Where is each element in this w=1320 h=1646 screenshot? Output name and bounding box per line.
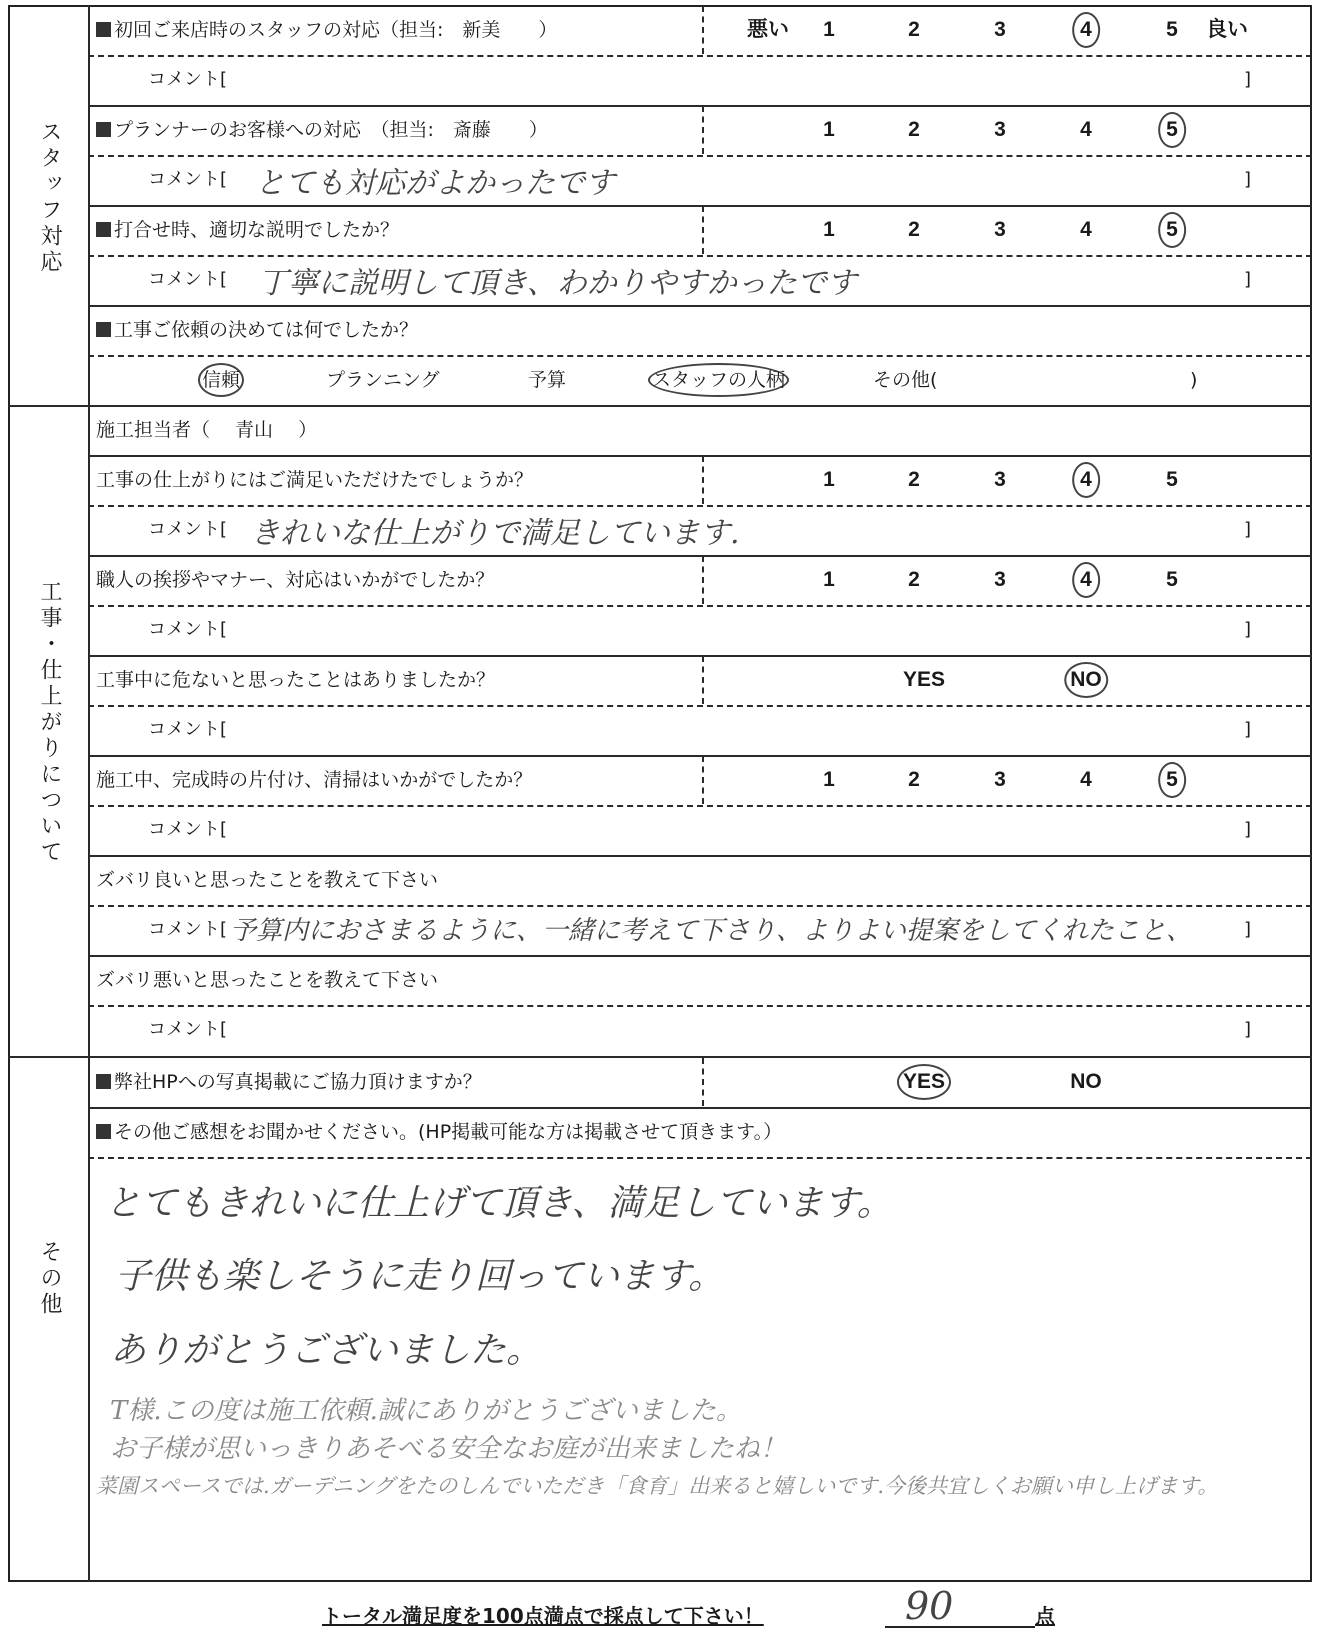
handwritten-comment: 予算内におさまるように、一緒に考えて下さり、よりよい提案をしてくれたこと、: [230, 916, 1193, 946]
rating-option-5[interactable]: 5: [1166, 18, 1178, 41]
question-first-visit-staff: 初回ご来店時のスタッフの対応（担当: 新美 ）: [96, 5, 557, 55]
comment-close: ]: [1244, 169, 1252, 190]
section-label-construction: 工事・仕上がりについて: [37, 580, 62, 866]
section-column-divider: [88, 5, 90, 1582]
rating-option-1[interactable]: 1: [823, 768, 835, 791]
comment-label: コメント[: [148, 619, 228, 640]
square-bullet-icon: [96, 1074, 111, 1089]
rating-option-4-selected[interactable]: 4: [1072, 555, 1100, 605]
comment-close: ]: [1244, 1019, 1252, 1040]
handwritten-impression-line: 子供も楽しそうに走り回っています。: [115, 1256, 725, 1297]
comment-close: ]: [1244, 269, 1252, 290]
rating-option-5-selected[interactable]: 5: [1158, 105, 1186, 155]
option-other-close: ): [1190, 369, 1198, 391]
rating-option-2[interactable]: 2: [908, 768, 920, 791]
rating-option-1[interactable]: 1: [823, 18, 835, 41]
square-bullet-icon: [96, 122, 111, 137]
rating-scale: [702, 105, 1312, 155]
rating-option-5-selected[interactable]: 5: [1158, 755, 1186, 805]
comment-close: ]: [1244, 519, 1252, 540]
yes-no-choice: [702, 655, 1312, 705]
rating-option-3[interactable]: 3: [994, 218, 1006, 241]
handwritten-staff-reply-line: 菜園スペースでは.ガーデニングをたのしんでいただき「食育」出来ると嬉しいです.今後共宜しくお願い申し上げます。: [96, 1474, 1219, 1498]
scale-label-good: 良い: [1206, 18, 1248, 41]
comment-label: コメント[: [148, 719, 228, 740]
comment-label: コメント[: [148, 269, 228, 290]
rating-scale: [702, 205, 1312, 255]
question-finish-satisfaction: 工事の仕上がりにはご満足いただけたでしょうか？: [96, 469, 534, 491]
option-no-selected[interactable]: NO: [1064, 655, 1108, 705]
rating-option-2[interactable]: 2: [908, 468, 920, 491]
comment-close: ]: [1244, 69, 1252, 90]
question-bad-points: ズバリ悪いと思ったことを教えて下さい: [96, 969, 439, 991]
rating-option-3[interactable]: 3: [994, 118, 1006, 141]
rating-option-5[interactable]: 5: [1166, 568, 1178, 591]
rating-option-3[interactable]: 3: [994, 18, 1006, 41]
comment-label: コメント[: [148, 819, 228, 840]
rating-option-2[interactable]: 2: [908, 218, 920, 241]
rating-option-4-selected[interactable]: 4: [1072, 455, 1100, 505]
square-bullet-icon: [96, 22, 111, 37]
dashed-divider: [88, 1157, 1312, 1159]
total-satisfaction-label: トータル満足度を100点満点で採点して下さい！: [322, 1604, 764, 1628]
question-planner: プランナーのお客様への対応 （担当: 斎藤 ）: [96, 105, 548, 155]
rating-option-3[interactable]: 3: [994, 568, 1006, 591]
dashed-divider: [88, 805, 1312, 807]
handwritten-staff-reply-line: お子様が思いっきりあそべる安全なお庭が出来ましたね！: [110, 1434, 787, 1464]
score-underline: [885, 1626, 1035, 1628]
rating-option-1[interactable]: 1: [823, 568, 835, 591]
comment-label: コメント[: [148, 1019, 228, 1040]
dashed-divider: [88, 1005, 1312, 1007]
total-score[interactable]: 90: [905, 1584, 954, 1628]
square-bullet-icon: [96, 1124, 111, 1139]
question-deciding-factor: 工事ご依頼の決めては何でしたか？: [96, 305, 418, 355]
handwritten-comment: きれいな仕上がりで満足しています.: [250, 516, 740, 551]
dashed-divider: [88, 155, 1312, 157]
rating-scale: [702, 5, 1312, 55]
comment-label: コメント[: [148, 169, 228, 190]
rating-option-5[interactable]: 5: [1166, 468, 1178, 491]
question-craftsman-manners: 職人の挨拶やマナー、対応はいかがでしたか？: [96, 569, 495, 591]
option-no[interactable]: NO: [1070, 1070, 1102, 1093]
rating-option-1[interactable]: 1: [823, 468, 835, 491]
question-danger: 工事中に危ないと思ったことはありましたか？: [96, 669, 496, 691]
rating-option-4-selected[interactable]: 4: [1072, 5, 1100, 55]
rating-option-1[interactable]: 1: [823, 218, 835, 241]
scale-label-bad: 悪い: [747, 18, 789, 41]
dashed-divider: [88, 705, 1312, 707]
rating-option-2[interactable]: 2: [908, 568, 920, 591]
rating-option-3[interactable]: 3: [994, 768, 1006, 791]
construction-manager: 施工担当者（ 青山 ）: [96, 419, 318, 441]
handwritten-comment: 丁寧に説明して頂き、わかりやすかったです: [258, 266, 857, 301]
dashed-divider: [88, 55, 1312, 57]
comment-close: ]: [1244, 619, 1252, 640]
question-impressions: その他ご感想をお聞かせください。(HP掲載可能な方は掲載させて頂きます。）: [96, 1107, 782, 1157]
rating-option-1[interactable]: 1: [823, 118, 835, 141]
question-cleanup: 施工中、完成時の片付け、清掃はいかがでしたか？: [96, 769, 533, 791]
option-yes[interactable]: YES: [902, 668, 946, 691]
rating-option-4[interactable]: 4: [1080, 768, 1092, 791]
rating-option-4[interactable]: 4: [1080, 218, 1092, 241]
dashed-divider: [88, 505, 1312, 507]
comment-close: ]: [1244, 719, 1252, 740]
comment-label: コメント[: [148, 69, 228, 90]
rating-scale: [702, 555, 1312, 605]
comment-close: ]: [1244, 819, 1252, 840]
deciding-factor-options: [88, 355, 1312, 405]
question-hp-photo: 弊社HPへの写真掲載にご協力頂けますか？: [96, 1057, 482, 1107]
option-staff-personality-selected[interactable]: スタッフの人柄: [648, 355, 789, 405]
rating-scale: [702, 455, 1312, 505]
rating-option-5-selected[interactable]: 5: [1158, 205, 1186, 255]
rating-option-2[interactable]: 2: [908, 18, 920, 41]
square-bullet-icon: [96, 222, 111, 237]
option-yes-selected[interactable]: YES: [897, 1057, 951, 1107]
handwritten-comment: とても対応がよかったです: [255, 166, 615, 201]
section-label-staff: スタッフ対応: [37, 120, 62, 276]
dashed-divider: [88, 255, 1312, 257]
option-planning[interactable]: プランニング: [326, 369, 440, 391]
option-other[interactable]: その他(: [873, 369, 938, 391]
yes-no-choice: [702, 1057, 1312, 1107]
comment-label: コメント[: [148, 519, 228, 540]
rating-option-4[interactable]: 4: [1080, 118, 1092, 141]
handwritten-impression-line: とてもきれいに仕上げて頂き、満足しています。: [105, 1183, 893, 1224]
section-label-other: その他: [37, 1240, 62, 1318]
question-good-points: ズバリ良いと思ったことを教えて下さい: [96, 869, 439, 891]
dashed-divider: [88, 905, 1312, 907]
option-trust-selected[interactable]: 信頼: [198, 355, 244, 405]
square-bullet-icon: [96, 322, 111, 337]
dashed-divider: [88, 605, 1312, 607]
question-explanation: 打合せ時、適切な説明でしたか？: [96, 205, 399, 255]
score-unit: 点: [1035, 1604, 1055, 1628]
handwritten-impression-line: ありがとうございました。: [110, 1330, 543, 1371]
rating-option-3[interactable]: 3: [994, 468, 1006, 491]
option-budget[interactable]: 予算: [528, 369, 567, 391]
comment-close: ]: [1244, 919, 1252, 940]
comment-label: コメント[: [148, 919, 228, 940]
rating-scale: [702, 755, 1312, 805]
handwritten-staff-reply-line: T様.この度は施工依頼.誠にありがとうございました。: [110, 1396, 742, 1426]
rating-option-2[interactable]: 2: [908, 118, 920, 141]
